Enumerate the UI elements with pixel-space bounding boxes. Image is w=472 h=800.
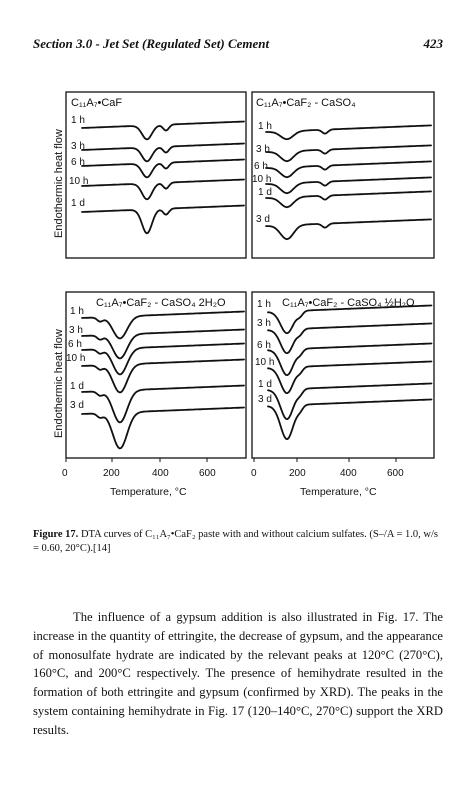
dta-curve [82,360,244,393]
dta-curve [82,386,244,423]
x-tick-label: 200 [289,468,306,479]
dta-curve [266,125,431,139]
panel-frame-1 [66,92,246,258]
panel-title-4: C₁₁A₇•CaF₂ - CaSO₄ ½H₂O [282,297,415,309]
y-axis-label-top: Endothermic heat flow [53,129,65,238]
curve-label: 1 d [71,198,85,209]
dta-curve [266,161,431,177]
curve-label: 6 h [71,157,85,168]
dta-curve [268,400,432,440]
dta-curve [82,160,244,178]
x-tick-label: 400 [152,468,169,479]
curve-label: 1 d [258,379,272,390]
curve-label: 1 d [70,381,84,392]
y-axis-label-bottom: Endothermic heat flow [53,329,65,438]
curve-label: 10 h [66,353,86,364]
dta-curve [82,312,244,339]
curve-label: 10 h [252,174,272,185]
curve-label: 1 h [70,306,84,317]
dta-curve [266,219,431,239]
curve-label: 1 h [257,299,271,310]
dta-curve [82,180,244,200]
x-tick-label: 0 [251,468,257,479]
dta-curve [82,144,244,162]
dta-curve [268,306,432,334]
curve-label: 3 h [257,318,271,329]
body-paragraph: The influence of a gypsum addition is also illustrated in Fig. 17. The increase in the quantity of ettringite, the decrease of gypsum, and the appearance of monosulfate hydrate are indicated by the relevant peaks at 120°C (270°C), 160°C, and 200°C respectively. The presence of hemihydrate resulted in the formation of both ettringite and gypsum (confirmed by XRD). The peaks in the system containing hemihydrate in Fig. 17 (120–140°C, 270°C) support the XRD results. [33,610,443,737]
curve-label: 10 h [255,357,275,368]
curve-label: 3 d [70,400,84,411]
curve-label: 3 d [256,214,270,225]
panel-frame-4 [252,292,434,458]
curve-label: 3 d [258,394,272,405]
x-tick-label: 200 [103,468,120,479]
panel-title-2: C₁₁A₇•CaF₂ - CaSO₄ [256,97,356,109]
curve-label: 3 h [71,141,85,152]
curve-label: 6 h [257,340,271,351]
curve-label: 1 h [258,121,272,132]
dta-curve [82,408,244,449]
curve-label: 3 h [256,144,270,155]
dta-curve [82,122,244,140]
dta-curve [82,206,244,234]
dta-curve [266,177,431,193]
x-axis-label-right: Temperature, °C [300,486,377,498]
x-tick-label: 400 [340,468,357,479]
x-tick-label: 0 [62,468,68,479]
curve-label: 6 h [254,161,268,172]
dta-curve [266,145,431,161]
x-tick-label: 600 [387,468,404,479]
x-axis-label-left: Temperature, °C [110,486,187,498]
dta-curve [266,191,431,207]
x-tick-label: 600 [199,468,216,479]
figure-caption [33,528,443,556]
curve-label: 1 h [71,115,85,126]
dta-curve [268,344,432,376]
curve-label: 10 h [69,176,89,187]
section-title: Section 3.0 - Jet Set (Regulated Set) Cement [33,36,270,51]
caption-text: DTA curves of C₁₁A₇•CaF₂ paste with and without calcium sulfates. (S–/A = 1.0, w/s = 0.60, 20°C).[14] [33,529,438,554]
page-number: 423 [423,36,443,51]
panel-title-1: C₁₁A₇•CaF [71,97,123,109]
curve-label: 3 h [69,325,83,336]
curve-label: 1 d [258,187,272,198]
panel-title-3: C₁₁A₇•CaF₂ - CaSO₄ 2H₂O [96,297,226,309]
caption-label: Figure 17. [33,529,79,540]
curve-label: 6 h [68,339,82,350]
